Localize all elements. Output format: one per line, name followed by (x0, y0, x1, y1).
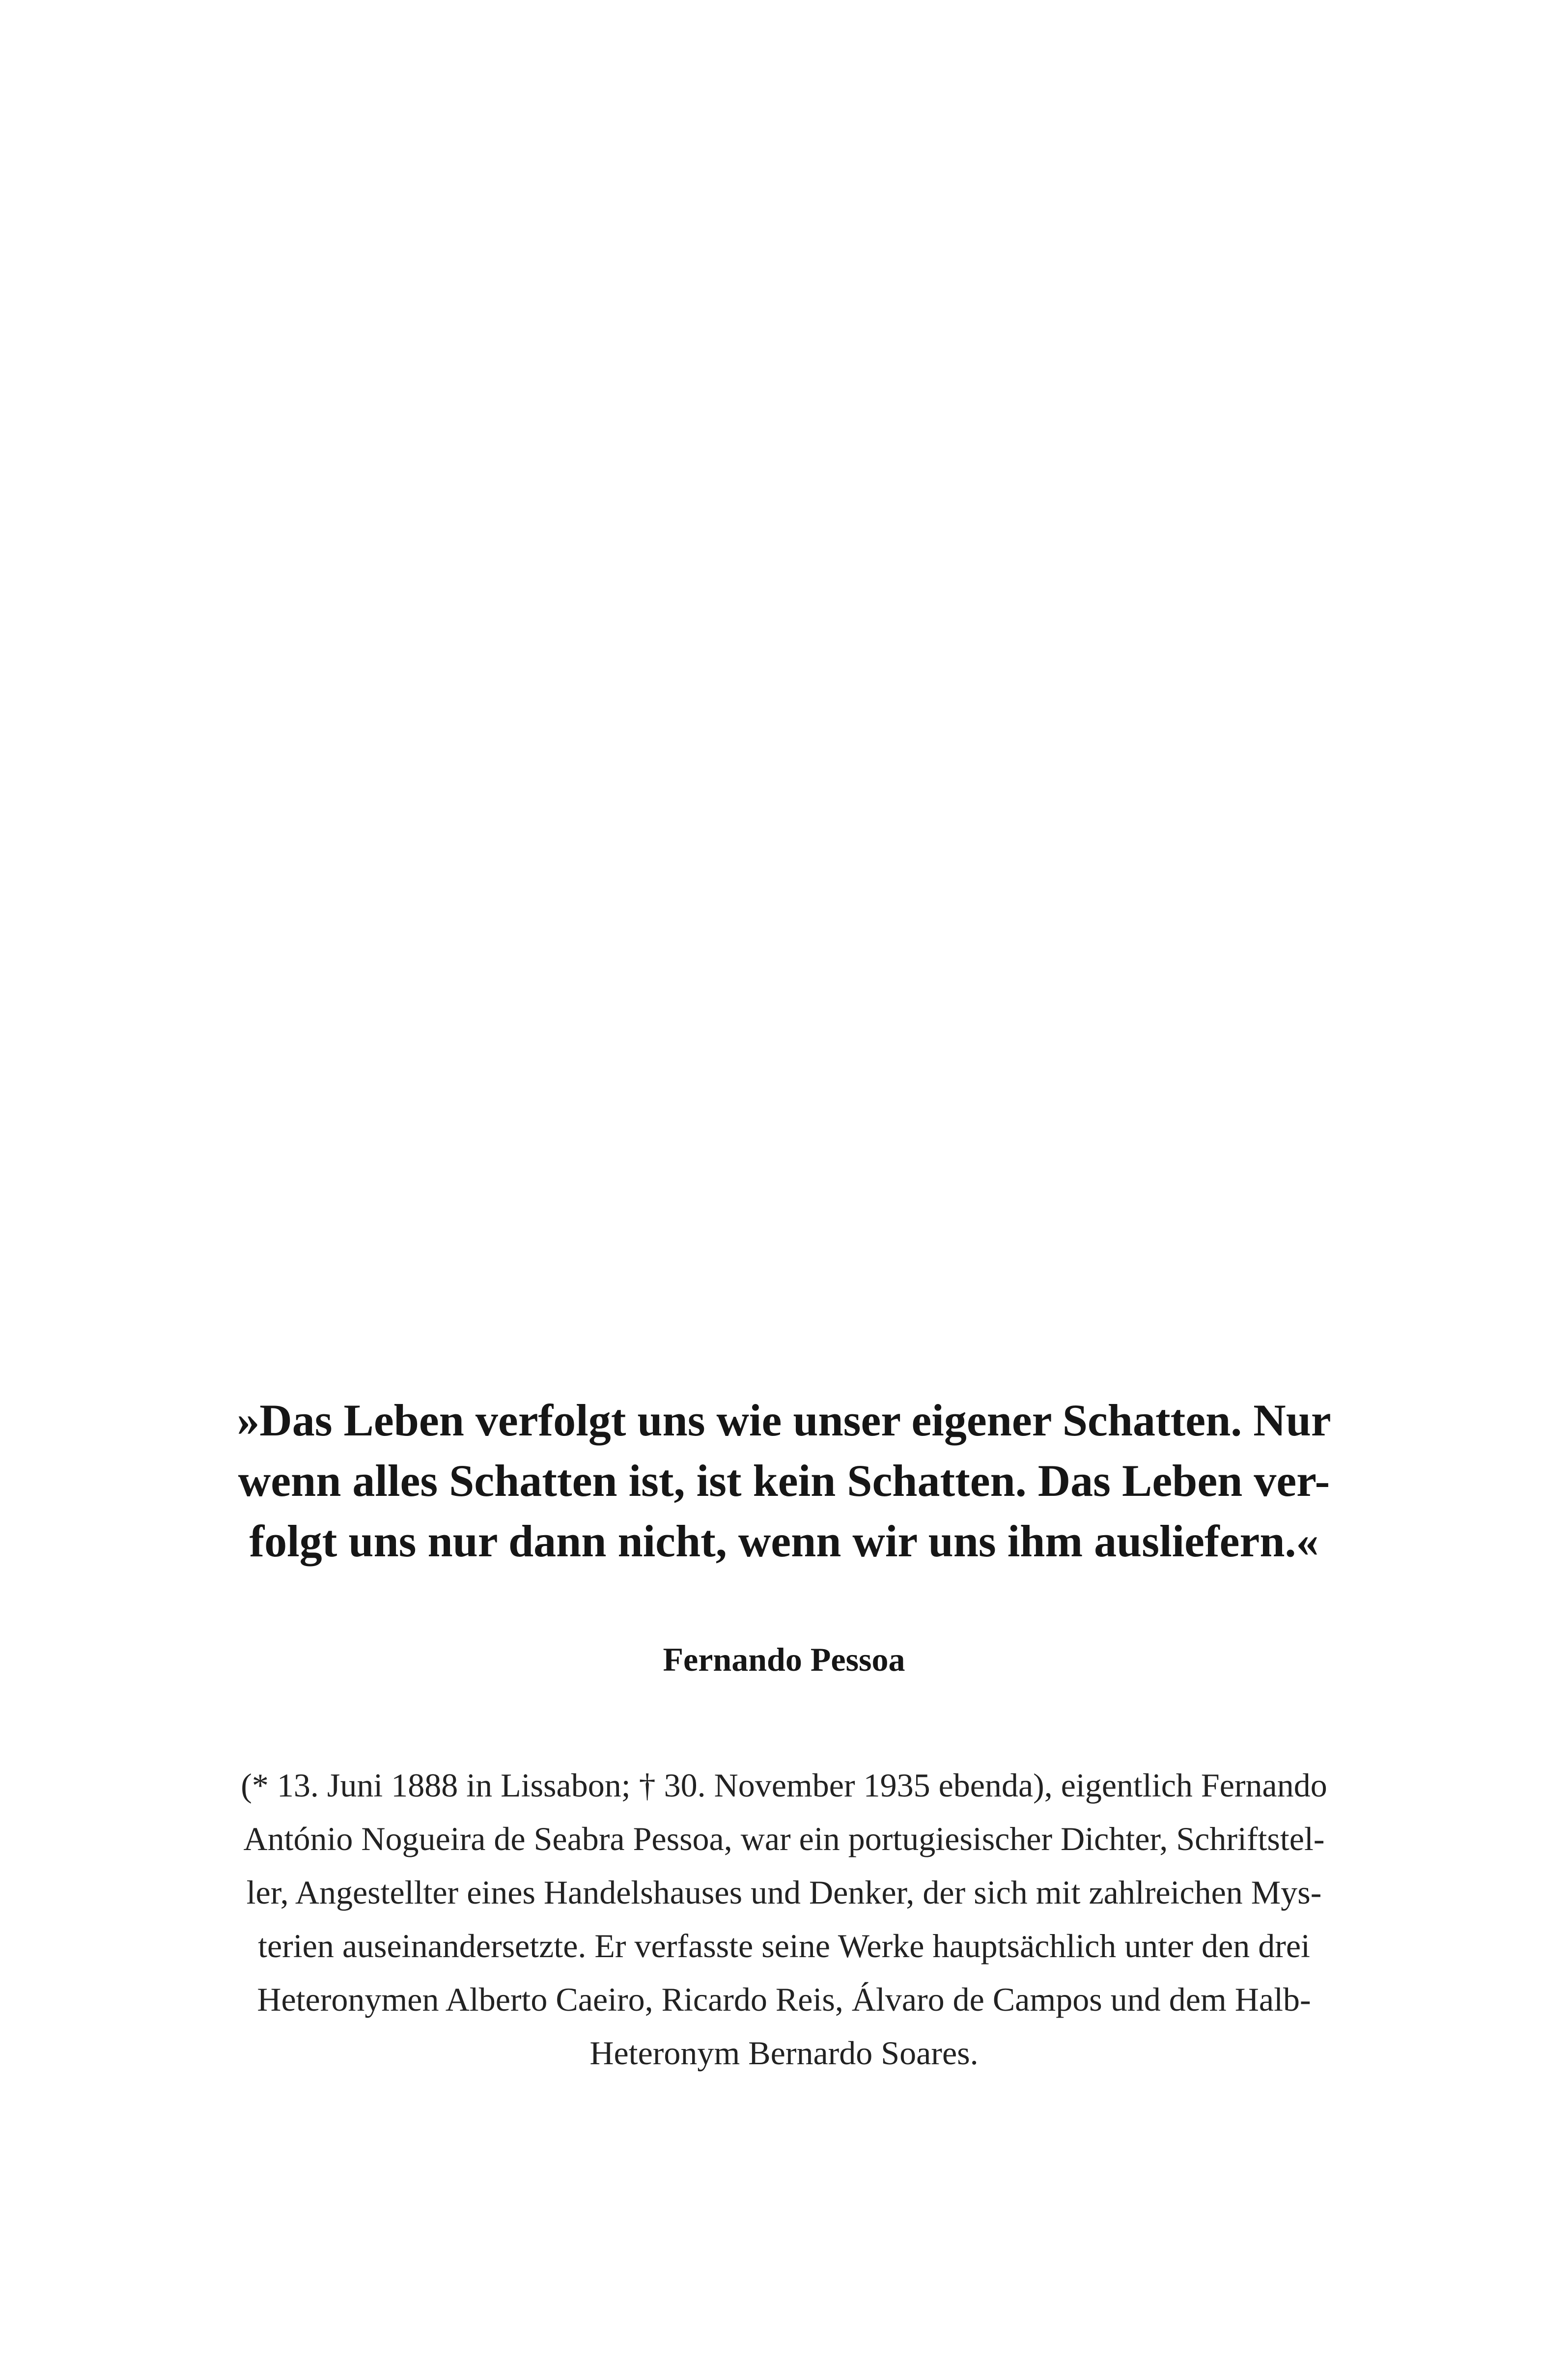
bio-line: Heteronymen Alberto Caeiro, Ricardo Reis, Álvaro de Campos und dem Halb- (257, 1981, 1311, 2018)
epigraph-quote (216, 1390, 1352, 1572)
bio-line: Heteronym Bernardo Soares. (589, 2034, 979, 2072)
quote-author: Fernando Pessoa (663, 1641, 905, 1678)
author-biography (216, 1759, 1352, 2080)
quote-line: »Das Leben verfolgt uns wie unser eigener Schatten. Nur (237, 1395, 1331, 1445)
bio-line: ler, Angestellter eines Handelshauses und Denker, der sich mit zahlreichen Mys- (246, 1874, 1322, 1911)
quote-line: wenn alles Schatten ist, ist kein Schatten. Das Leben ver- (238, 1456, 1330, 1506)
quote-line: folgt uns nur dann nicht, wenn wir uns ihm ausliefern.« (249, 1516, 1319, 1566)
bio-line: terien auseinandersetzte. Er verfasste seine Werke hauptsächlich unter den drei (258, 1927, 1310, 1965)
bio-line: António Nogueira de Seabra Pessoa, war ein portugiesischer Dichter, Schriftstel- (243, 1820, 1325, 1857)
bio-line: (* 13. Juni 1888 in Lissabon; † 30. November 1935 ebenda), eigentlich Fernando (241, 1767, 1327, 1804)
